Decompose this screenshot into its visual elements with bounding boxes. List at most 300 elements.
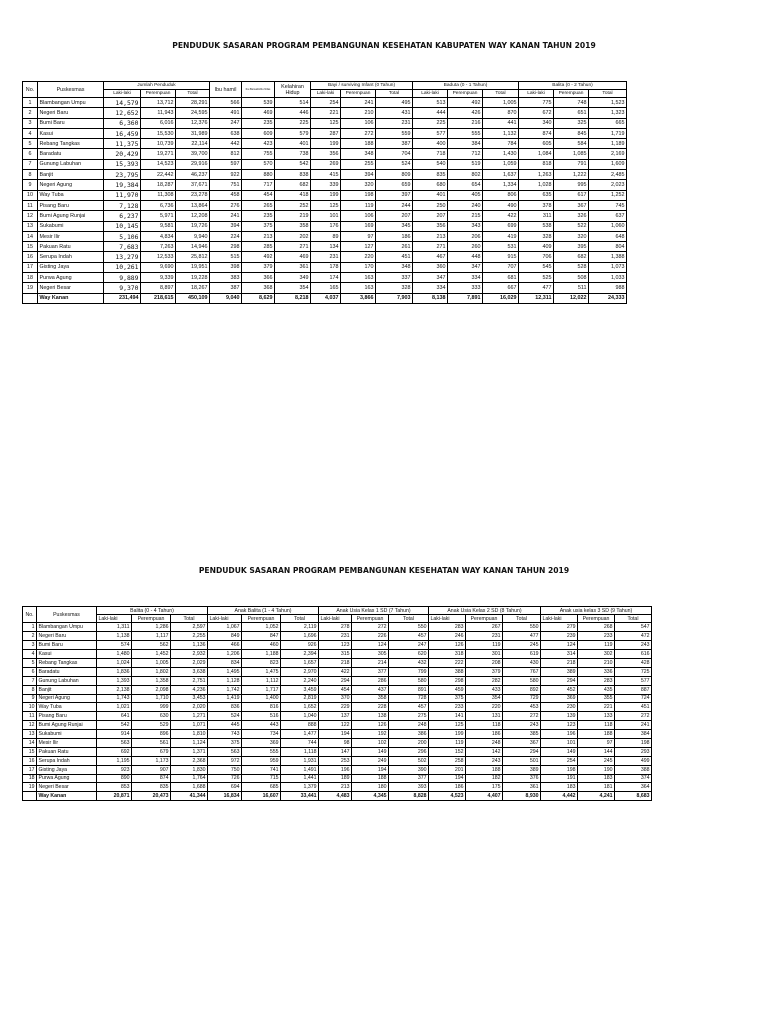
cell-value: 387 bbox=[210, 283, 242, 293]
subheader-total: Total bbox=[615, 615, 652, 623]
cell-value: 959 bbox=[242, 756, 281, 765]
cell-value: 453 bbox=[503, 703, 541, 712]
table-row bbox=[23, 159, 627, 169]
cell-value: 995 bbox=[554, 180, 589, 190]
cell-puskesmas: Negeri Besar bbox=[38, 283, 104, 293]
cell-value: 340 bbox=[519, 118, 554, 128]
table2 bbox=[22, 606, 652, 801]
cell-value: 333 bbox=[448, 283, 483, 293]
cell-value: 2,098 bbox=[132, 685, 171, 694]
col-header-balita: Balita (0 - 2 Tahun) bbox=[519, 82, 627, 90]
cell-value: 196 bbox=[541, 730, 578, 739]
cell-value-handwritten: 5,106 bbox=[104, 231, 141, 241]
cell-value: 318 bbox=[429, 650, 466, 659]
cell-value: 1,830 bbox=[171, 765, 208, 774]
cell-value: 225 bbox=[413, 118, 448, 128]
cell-value: 260 bbox=[448, 242, 483, 252]
cell-value: 20,473 bbox=[132, 792, 171, 801]
cell-value: 685 bbox=[242, 783, 281, 792]
cell-value: 250 bbox=[413, 200, 448, 210]
cell-value: 836 bbox=[208, 703, 242, 712]
table-row bbox=[23, 128, 627, 138]
cell-value: 577 bbox=[413, 128, 448, 138]
cell-value: 609 bbox=[242, 128, 275, 138]
cell-value-handwritten: 15,393 bbox=[104, 159, 141, 169]
cell-value: 635 bbox=[519, 190, 554, 200]
subheader-perempuan: Perempuan bbox=[578, 615, 615, 623]
cell-value: 218,615 bbox=[141, 293, 176, 303]
cell-value: 354 bbox=[275, 283, 311, 293]
cell-value: 302 bbox=[578, 650, 615, 659]
cell-value: 218 bbox=[319, 658, 352, 667]
cell-no: 3 bbox=[23, 641, 37, 650]
cell-value: 247 bbox=[210, 118, 242, 128]
cell-value: 275 bbox=[389, 712, 429, 721]
cell-value: 818 bbox=[519, 159, 554, 169]
cell-value: 4,037 bbox=[311, 293, 341, 303]
cell-value: 2,029 bbox=[171, 658, 208, 667]
cell-value: 1,138 bbox=[97, 632, 132, 641]
cell-value: 320 bbox=[554, 231, 589, 241]
cell-value: 492 bbox=[242, 252, 275, 262]
cell-value: 502 bbox=[389, 756, 429, 765]
cell-value: 446 bbox=[275, 108, 311, 118]
cell-value: 915 bbox=[483, 252, 519, 262]
cell-value: 555 bbox=[242, 747, 281, 756]
cell-value: 2,169 bbox=[589, 149, 627, 159]
cell-value: 1,071 bbox=[171, 721, 208, 730]
cell-value: 272 bbox=[503, 712, 541, 721]
cell-value: 134 bbox=[311, 242, 341, 252]
cell-value: 141 bbox=[429, 712, 466, 721]
cell-value: 1,286 bbox=[132, 623, 171, 632]
cell-value: 224 bbox=[210, 231, 242, 241]
cell-value: 248 bbox=[466, 738, 503, 747]
table-row bbox=[23, 650, 652, 659]
cell-value-handwritten: 12,652 bbox=[104, 108, 141, 118]
total-row bbox=[23, 792, 652, 801]
cell-value: 198 bbox=[341, 190, 376, 200]
cell-puskesmas: Serupa Indah bbox=[38, 252, 104, 262]
cell-value: 125 bbox=[311, 200, 341, 210]
cell-value: 422 bbox=[483, 211, 519, 221]
cell-value: 715 bbox=[242, 774, 281, 783]
cell-value: 245 bbox=[578, 756, 615, 765]
cell-value: 16,607 bbox=[242, 792, 281, 801]
cell-puskesmas: Banjit bbox=[37, 685, 97, 694]
cell-value: 1,430 bbox=[483, 149, 519, 159]
subheader-perempuan: Perempuan bbox=[132, 615, 171, 623]
table1-title: PENDUDUK SASARAN PROGRAM PEMBANGUNAN KESEHATAN KABUPATEN WAY KANAN TAHUN 2019 bbox=[172, 41, 596, 50]
table-row bbox=[23, 747, 652, 756]
cell-value: 1,688 bbox=[171, 783, 208, 792]
cell-value: 218 bbox=[541, 658, 578, 667]
cell-value: 358 bbox=[352, 694, 389, 703]
cell-no: 16 bbox=[23, 252, 38, 262]
cell-value: 210 bbox=[578, 658, 615, 667]
cell-value: 681 bbox=[483, 273, 519, 283]
cell-puskesmas: Gisting Jaya bbox=[38, 262, 104, 272]
cell-no: 15 bbox=[23, 242, 38, 252]
cell-value: 388 bbox=[615, 765, 652, 774]
cell-value: 15,530 bbox=[141, 128, 176, 138]
cell-value: 5,971 bbox=[141, 211, 176, 221]
cell-value: 127 bbox=[341, 242, 376, 252]
table-row bbox=[23, 721, 652, 730]
cell-value: 378 bbox=[519, 200, 554, 210]
subheader-total: Total bbox=[503, 615, 541, 623]
col-header-anak-balita: Anak Balita (1 - 4 Tahun) bbox=[208, 607, 319, 615]
table-row bbox=[23, 149, 627, 159]
cell-value: 142 bbox=[466, 747, 503, 756]
cell-value: 398 bbox=[210, 262, 242, 272]
cell-value: 192 bbox=[352, 730, 389, 739]
cell-value: 194 bbox=[429, 774, 466, 783]
cell-value-handwritten: 6,360 bbox=[104, 118, 141, 128]
cell-puskesmas: Negeri Besar bbox=[37, 783, 97, 792]
cell-value: 97 bbox=[341, 231, 376, 241]
table-row bbox=[23, 139, 627, 149]
cell-value: 1,810 bbox=[171, 730, 208, 739]
cell-value: 348 bbox=[341, 149, 376, 159]
cell-puskesmas: Sukabumi bbox=[38, 221, 104, 231]
cell-value: 1,657 bbox=[281, 658, 319, 667]
cell-value: 584 bbox=[554, 139, 589, 149]
cell-value: 287 bbox=[311, 128, 341, 138]
cell-value: 389 bbox=[541, 667, 578, 676]
cell-value: 7,263 bbox=[141, 242, 176, 252]
cell-no: 5 bbox=[23, 139, 38, 149]
cell-value: 384 bbox=[448, 139, 483, 149]
table1-body bbox=[23, 82, 627, 304]
cell-no: 16 bbox=[23, 756, 37, 765]
col-header-ibu-bersalin: Ibu Bersalin/Ibu Nifas bbox=[242, 82, 275, 98]
cell-value: 366 bbox=[242, 273, 275, 283]
cell-value: 472 bbox=[615, 632, 652, 641]
cell-value: 118 bbox=[466, 721, 503, 730]
cell-value: 574 bbox=[97, 641, 132, 650]
cell-value: 215 bbox=[448, 211, 483, 221]
cell-value: 469 bbox=[275, 252, 311, 262]
cell-value: 1,136 bbox=[171, 641, 208, 650]
cell-puskesmas: Serupa Indah bbox=[37, 756, 97, 765]
cell-value-handwritten: 19,384 bbox=[104, 180, 141, 190]
cell-value: 923 bbox=[97, 765, 132, 774]
cell-value: 469 bbox=[242, 108, 275, 118]
cell-value: 426 bbox=[448, 108, 483, 118]
cell-value: 542 bbox=[97, 721, 132, 730]
cell-value: 268 bbox=[578, 623, 615, 632]
subheader-total: Total bbox=[176, 90, 210, 98]
cell-value: 119 bbox=[466, 641, 503, 650]
cell-no: 17 bbox=[23, 765, 37, 774]
cell-value: 1,263 bbox=[519, 170, 554, 180]
cell-value: 186 bbox=[466, 730, 503, 739]
cell-value: 19,726 bbox=[176, 221, 210, 231]
cell-value: 717 bbox=[242, 180, 275, 190]
cell-value: 562 bbox=[132, 641, 171, 650]
cell-no: 12 bbox=[23, 721, 37, 730]
cell-value: 19,271 bbox=[141, 149, 176, 159]
cell-value: 293 bbox=[615, 747, 652, 756]
cell-value: 8,138 bbox=[413, 293, 448, 303]
cell-value: 452 bbox=[541, 685, 578, 694]
cell-value: 3,866 bbox=[341, 293, 376, 303]
cell-value: 269 bbox=[311, 159, 341, 169]
cell-value: 1,523 bbox=[589, 98, 627, 108]
cell-value: 379 bbox=[466, 667, 503, 676]
cell-value-handwritten: 23,795 bbox=[104, 170, 141, 180]
cell-value: 1,117 bbox=[132, 632, 171, 641]
cell-value: 285 bbox=[242, 242, 275, 252]
cell-value: 528 bbox=[554, 262, 589, 272]
cell-value: 102 bbox=[352, 738, 389, 747]
cell-value: 12,311 bbox=[519, 293, 554, 303]
cell-value: 2,819 bbox=[281, 694, 319, 703]
cell-value: 415 bbox=[311, 170, 341, 180]
cell-value: 12,208 bbox=[176, 211, 210, 221]
cell-value: 516 bbox=[242, 712, 281, 721]
cell-value-handwritten: 10,261 bbox=[104, 262, 141, 272]
cell-value: 2,255 bbox=[171, 632, 208, 641]
cell-puskesmas: Negeri Agung bbox=[38, 180, 104, 190]
cell-value: 451 bbox=[615, 703, 652, 712]
cell-puskesmas: Mesir Ilir bbox=[38, 231, 104, 241]
cell-value: 4,345 bbox=[352, 792, 389, 801]
cell-value: 328 bbox=[376, 283, 413, 293]
cell-value: 149 bbox=[352, 747, 389, 756]
cell-value: 374 bbox=[615, 774, 652, 783]
cell-value: 409 bbox=[519, 242, 554, 252]
cell-value: 33,441 bbox=[281, 792, 319, 801]
cell-value: 191 bbox=[541, 774, 578, 783]
cell-value: 454 bbox=[319, 685, 352, 694]
cell-value: 2,240 bbox=[281, 676, 319, 685]
cell-value: 750 bbox=[208, 765, 242, 774]
cell-value: 809 bbox=[376, 170, 413, 180]
cell-puskesmas: Bumi Agung Runjai bbox=[38, 211, 104, 221]
cell-value: 163 bbox=[341, 273, 376, 283]
cell-value: 680 bbox=[413, 180, 448, 190]
cell-value: 816 bbox=[242, 703, 281, 712]
cell-value: 368 bbox=[242, 283, 275, 293]
cell-value: 704 bbox=[376, 149, 413, 159]
subheader-perempuan: Perempuan bbox=[466, 615, 503, 623]
cell-value: 724 bbox=[615, 694, 652, 703]
cell-value: 10,739 bbox=[141, 139, 176, 149]
cell-value: 37,671 bbox=[176, 180, 210, 190]
cell-value: 334 bbox=[413, 283, 448, 293]
cell-value: 459 bbox=[429, 685, 466, 694]
cell-value: 405 bbox=[448, 190, 483, 200]
cell-value: 550 bbox=[389, 623, 429, 632]
cell-value: 744 bbox=[281, 738, 319, 747]
cell-value: 667 bbox=[483, 283, 519, 293]
cell-value: 315 bbox=[319, 650, 352, 659]
cell-value: 1,052 bbox=[242, 623, 281, 632]
cell-value: 243 bbox=[503, 721, 541, 730]
col-header-kelas2: Anak Usia Kelas 2 SD (8 Tahun) bbox=[429, 607, 541, 615]
cell-value: 126 bbox=[352, 721, 389, 730]
subheader-perempuan: Perempuan bbox=[448, 90, 483, 98]
cell-value: 258 bbox=[429, 756, 466, 765]
cell-value: 200 bbox=[389, 738, 429, 747]
cell-value: 261 bbox=[376, 242, 413, 252]
cell-value: 1,836 bbox=[97, 667, 132, 676]
cell-value-handwritten: 9,370 bbox=[104, 283, 141, 293]
cell-value: 181 bbox=[578, 783, 615, 792]
cell-value: 198 bbox=[615, 738, 652, 747]
cell-value: 219 bbox=[275, 211, 311, 221]
cell-value: 682 bbox=[554, 252, 589, 262]
cell-value: 1,112 bbox=[242, 676, 281, 685]
cell-value: 418 bbox=[275, 190, 311, 200]
col-header-baduta: Baduta (0 - 1 Tahun) bbox=[413, 82, 519, 90]
cell-value: 513 bbox=[413, 98, 448, 108]
cell-value: 183 bbox=[541, 783, 578, 792]
cell-value: 1,931 bbox=[281, 756, 319, 765]
cell-value: 2,023 bbox=[589, 180, 627, 190]
cell-value: 328 bbox=[519, 231, 554, 241]
cell-value: 890 bbox=[97, 774, 132, 783]
cell-value: 431 bbox=[376, 108, 413, 118]
cell-value: 1,371 bbox=[171, 747, 208, 756]
cell-value: 231 bbox=[319, 632, 352, 641]
table-row bbox=[23, 242, 627, 252]
cell-value: 1,060 bbox=[589, 221, 627, 231]
cell-value: 525 bbox=[519, 273, 554, 283]
cell-value: 272 bbox=[615, 712, 652, 721]
cell-value: 3,453 bbox=[171, 694, 208, 703]
cell-value: 2,932 bbox=[171, 650, 208, 659]
cell-puskesmas: Way Kanan bbox=[38, 293, 104, 303]
cell-value: 1,452 bbox=[132, 650, 171, 659]
cell-value: 812 bbox=[210, 149, 242, 159]
cell-value: 118 bbox=[578, 721, 615, 730]
cell-value: 1,085 bbox=[554, 149, 589, 159]
cell-value: 389 bbox=[503, 765, 541, 774]
cell-value: 1,173 bbox=[132, 756, 171, 765]
col-header-no: No. bbox=[23, 607, 37, 623]
cell-value: 311 bbox=[519, 211, 554, 221]
cell-no: 12 bbox=[23, 211, 38, 221]
cell-value: 561 bbox=[132, 738, 171, 747]
cell-value: 231 bbox=[466, 632, 503, 641]
cell-value: 213 bbox=[413, 231, 448, 241]
cell-value: 233 bbox=[578, 632, 615, 641]
cell-value: 165 bbox=[311, 283, 341, 293]
col-header-balita: Balita (0 - 4 Tahun) bbox=[97, 607, 208, 615]
subheader-perempuan: Perempuan bbox=[341, 90, 376, 98]
cell-no: 9 bbox=[23, 180, 38, 190]
cell-value: 101 bbox=[541, 738, 578, 747]
cell-no: 14 bbox=[23, 231, 38, 241]
cell-value: 189 bbox=[319, 774, 352, 783]
cell-value: 437 bbox=[352, 685, 389, 694]
col-header-kelahiran-hidup: Kelahiran Hidup bbox=[275, 82, 311, 98]
cell-value: 253 bbox=[319, 756, 352, 765]
table-row bbox=[23, 685, 652, 694]
cell-value: 379 bbox=[242, 262, 275, 272]
cell-value: 226 bbox=[352, 632, 389, 641]
cell-value: 745 bbox=[589, 200, 627, 210]
cell-value: 926 bbox=[281, 641, 319, 650]
cell-value: 188 bbox=[341, 139, 376, 149]
cell-no: 14 bbox=[23, 738, 37, 747]
cell-value: 89 bbox=[311, 231, 341, 241]
cell-no: 4 bbox=[23, 128, 38, 138]
cell-value: 448 bbox=[448, 252, 483, 262]
cell-value: 125 bbox=[429, 721, 466, 730]
cell-no: 2 bbox=[23, 108, 38, 118]
cell-value: 665 bbox=[589, 118, 627, 128]
cell-value: 388 bbox=[429, 667, 466, 676]
cell-value: 206 bbox=[448, 231, 483, 241]
cell-value: 14,523 bbox=[141, 159, 176, 169]
subheader-laki: Laki-laki bbox=[311, 90, 341, 98]
cell-puskesmas: Negeri Agung bbox=[37, 694, 97, 703]
cell-value: 9,339 bbox=[141, 273, 176, 283]
cell-value: 98 bbox=[319, 738, 352, 747]
cell-value: 188 bbox=[466, 765, 503, 774]
cell-value: 282 bbox=[466, 676, 503, 685]
cell-value: 457 bbox=[389, 632, 429, 641]
cell-value: 419 bbox=[483, 231, 519, 241]
cell-value: 432 bbox=[389, 658, 429, 667]
cell-value: 1,189 bbox=[589, 139, 627, 149]
cell-value: 1,491 bbox=[281, 765, 319, 774]
cell-value: 229 bbox=[319, 703, 352, 712]
cell-value: 4,241 bbox=[578, 792, 615, 801]
cell-value: 347 bbox=[448, 262, 483, 272]
cell-value: 888 bbox=[281, 721, 319, 730]
cell-value: 8,930 bbox=[503, 792, 541, 801]
cell-value: 8,683 bbox=[615, 792, 652, 801]
cell-puskesmas: Blambangan Umpu bbox=[38, 98, 104, 108]
cell-value: 11,943 bbox=[141, 108, 176, 118]
cell-value: 210 bbox=[341, 108, 376, 118]
cell-value: 97 bbox=[578, 738, 615, 747]
cell-puskesmas: Bumi Baru bbox=[38, 118, 104, 128]
cell-value: 272 bbox=[341, 128, 376, 138]
cell-value: 186 bbox=[376, 231, 413, 241]
table-row bbox=[23, 200, 627, 210]
cell-value: 1,477 bbox=[281, 730, 319, 739]
cell-no: 11 bbox=[23, 712, 37, 721]
table-row bbox=[23, 273, 627, 283]
cell-value: 139 bbox=[541, 712, 578, 721]
cell-value: 19,951 bbox=[176, 262, 210, 272]
cell-value: 383 bbox=[210, 273, 242, 283]
cell-value: 914 bbox=[97, 730, 132, 739]
cell-value: 559 bbox=[376, 128, 413, 138]
cell-value: 278 bbox=[319, 623, 352, 632]
subheader-total: Total bbox=[389, 615, 429, 623]
cell-value: 384 bbox=[615, 730, 652, 739]
col-header-puskesmas: Puskesmas bbox=[37, 607, 97, 623]
cell-value: 1,717 bbox=[242, 685, 281, 694]
table-row bbox=[23, 756, 652, 765]
cell-value: 1,271 bbox=[171, 712, 208, 721]
cell-value: 255 bbox=[341, 159, 376, 169]
cell-value: 390 bbox=[389, 765, 429, 774]
cell-value: 199 bbox=[311, 139, 341, 149]
table-row bbox=[23, 231, 627, 241]
cell-value: 207 bbox=[413, 211, 448, 221]
cell-puskesmas: Purwa Agung bbox=[38, 273, 104, 283]
cell-no: 6 bbox=[23, 667, 37, 676]
cell-value: 106 bbox=[341, 211, 376, 221]
